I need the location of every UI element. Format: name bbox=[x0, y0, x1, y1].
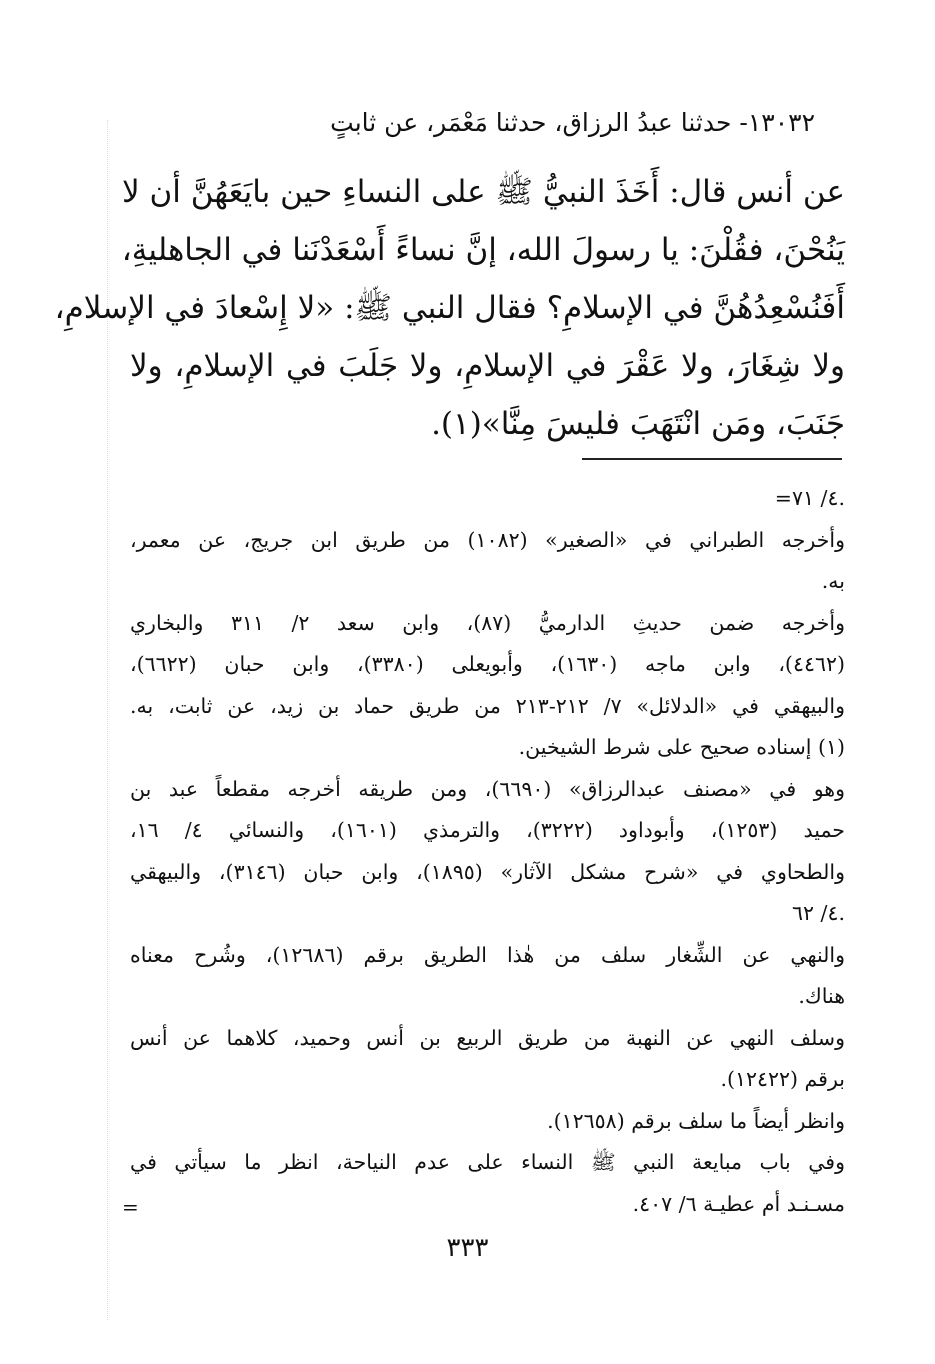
footnote-line: والطحاوي في «شرح مشكل الآثار» (١٨٩٥)، وابن حبان (٣١٤٦)، والبيهقي bbox=[130, 859, 846, 884]
footnote-line: (١) إسناده صحيح على شرط الشيخين. bbox=[518, 735, 845, 759]
footnote-line: به. bbox=[821, 569, 845, 593]
hadith-line: عن أنس قال: أَخَذَ النبيُّ ﷺ على النساءِ حين بايَعَهُنَّ أن لا bbox=[122, 174, 845, 210]
footnote-line: حميد (١٢٥٣)، وأبوداود (٣٢٢٢)، والترمذي (١٦٠١)، والنسائي ٤/ ١٦، bbox=[130, 818, 845, 842]
footnote-line: هناك. bbox=[798, 984, 845, 1008]
footnote-line: (٤٤٦٢)، وابن ماجه (١٦٣٠)، وأبويعلى (٣٣٨٠)، وابن حبان (٦٦٢٢)، bbox=[130, 652, 845, 676]
hadith-line: يَنُحْنَ، فقُلْنَ: يا رسولَ الله، إنَّ نساءً أَسْعَدْنَنا في الجاهليةِ، bbox=[121, 232, 845, 268]
footnote-separator bbox=[582, 458, 842, 460]
hadith-line: ولا شِغَارَ، ولا عَقْرَ في الإسلامِ، ولا جَلَبَ في الإسلامِ، ولا bbox=[130, 348, 845, 384]
footnote-line: والبيهقي في «الدلائل» ٧/ ٢١٢-٢١٣ من طريق حماد بن زيد، عن ثابت، به. bbox=[130, 693, 845, 718]
hadith-line: جَنَبَ، ومَن انْتَهَبَ فليسَ مِنَّا»(١). bbox=[431, 406, 845, 442]
footnotes bbox=[130, 478, 845, 1225]
footnote-line: =٤/ ٧١. bbox=[774, 486, 845, 510]
hadith-line: أَفَنُسْعِدُهُنَّ في الإسلامِ؟ فقال النبي ﷺ: «لا إِسْعادَ في الإسلامِ، bbox=[54, 290, 845, 326]
footnote-line: وأخرجه ضمن حديثِ الدارميُّ (٨٧)، وابن سعد ٢/ ٣١١ والبخاري bbox=[130, 610, 845, 635]
hadith-text bbox=[54, 163, 845, 453]
footnote-line: وفي باب مبايعة النبي ﷺ النساء على عدم النياحة، انظر ما سيأتي في bbox=[130, 1150, 845, 1174]
footnote-line: برقم (١٢٤٢٢). bbox=[720, 1067, 845, 1091]
footnote-line: وانظر أيضاً ما سلف برقم (١٢٦٥٨). bbox=[547, 1108, 845, 1133]
footnote-line: وهو في «مصنف عبدالرزاق» (٦٦٩٠)، ومن طريقه أخرجه مقطعاً عبد بن bbox=[130, 776, 845, 801]
footnote-line: وأخرجه الطبراني في «الصغير» (١٠٨٢) من طريق ابن جريج، عن معمر، bbox=[130, 527, 845, 552]
continuation-mark: = bbox=[122, 1195, 139, 1219]
page-number: ٣٣٣ bbox=[446, 1233, 489, 1263]
hadith-header: ١٣٠٣٢- حدثنا عبدُ الرزاق، حدثنا مَعْمَر، عن ثابتٍ bbox=[330, 108, 815, 137]
footnote-line: وسلف النهي عن النهبة من طريق الربيع بن أنس وحميد، كلاهما عن أنس bbox=[130, 1025, 845, 1050]
footnote-line: مسـنـد أم عطيـة ٦/ ٤٠٧. bbox=[632, 1191, 845, 1216]
footnote-line: والنهي عن الشِّغار سلف من هٰذا الطريق برقم (١٢٦٨٦)، وشُرح معناه bbox=[130, 942, 845, 967]
footnote-line: ٤/ ٦٢. bbox=[791, 901, 845, 925]
